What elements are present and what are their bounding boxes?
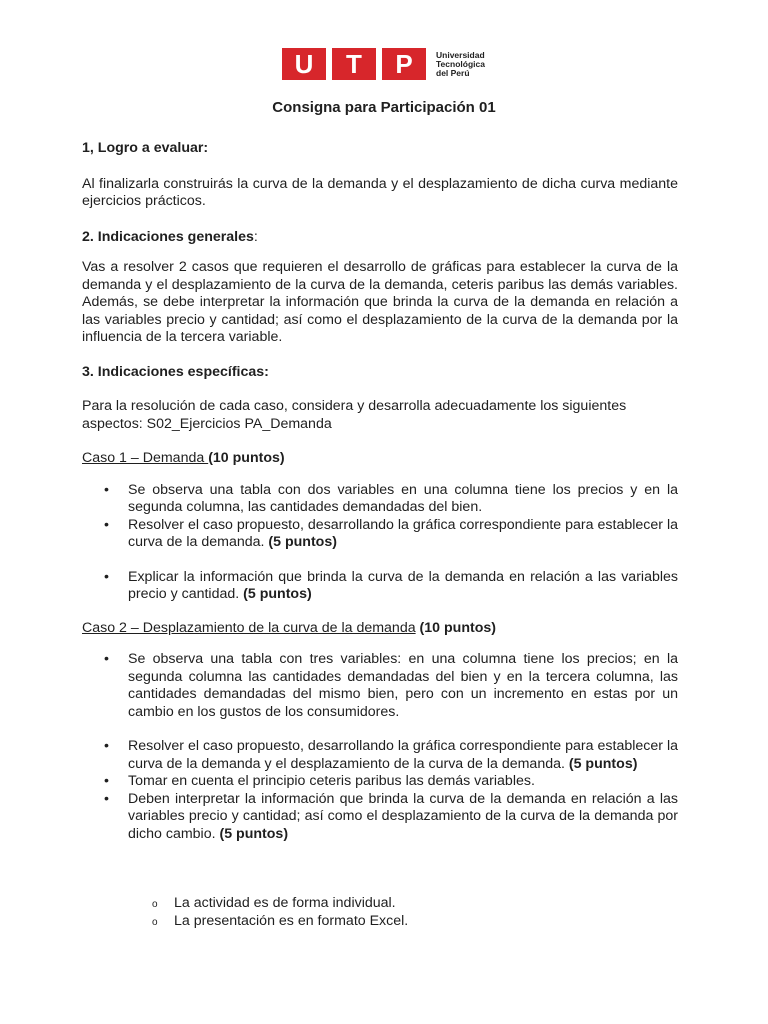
list-item-points: (5 puntos) (268, 534, 337, 550)
logo-letter-p: P (382, 48, 426, 80)
utp-logo (282, 48, 485, 80)
list-item (82, 482, 678, 517)
caso2-title-text: Caso 2 – Desplazamiento de la curva de la demanda (82, 619, 416, 636)
section1-text: Al finalizarla construirás la curva de la demanda y el desplazamiento de dicha curva mediante ejercicios prácticos. (82, 175, 678, 209)
caso2-points: (10 puntos) (415, 619, 497, 636)
document-title: Consigna para Participación 01 (272, 99, 496, 116)
list-item (82, 738, 678, 773)
caso1-points: (10 puntos) (208, 450, 285, 466)
section2-heading (82, 229, 678, 247)
list-item-text: Se observa una tabla con tres variables: en una columna tiene los precios; en la segunda columna las cantidades demandadas del bien y en la tercera columna, las cantidades demandadas del mismo bien, pero con un incremento en estas por un cambio en los gustos de los consumidores. (128, 651, 678, 720)
section3-text: Para la resolución de cada caso, considera y desarrolla adecuadamente los siguientes aspectos: S02_Ejercicios PA_Demanda (82, 398, 627, 432)
university-name (436, 51, 485, 78)
university-line: del Perú (436, 67, 470, 78)
logo-letter-u: U (282, 48, 326, 80)
logo-letter-t: T (332, 48, 376, 80)
caso2-list (82, 651, 678, 843)
list-item: o La presentación es en formato Excel. (82, 913, 678, 931)
list-item-points: (5 puntos) (568, 755, 638, 772)
list-item-text: Se observa una tabla con dos variables en una columna tiene los precios y en la segunda columna, las cantidades demandadas del bien. (128, 481, 678, 515)
section2-heading-text: 2. Indicaciones generales (82, 228, 254, 245)
caso2-title (82, 620, 678, 638)
list-item-text: Resolver el caso propuesto, desarrollando la gráfica correspondiente para establecer la curva de la demanda. (128, 516, 678, 550)
list-item-text: Tomar en cuenta el principio ceteris paribus las demás variables. (128, 773, 535, 789)
university-line: Tecnológica (436, 58, 485, 69)
section1-heading: 1, Logro a evaluar: (82, 140, 209, 156)
document-body (82, 140, 678, 930)
list-item (82, 791, 678, 844)
university-line: Universidad (436, 49, 485, 60)
section3-heading: 3. Indicaciones específicas: (82, 363, 269, 380)
list-item (82, 773, 678, 791)
section2-heading-colon: : (253, 228, 258, 245)
caso1-title-text: Caso 1 – Demanda (82, 450, 209, 466)
caso1-title (82, 450, 678, 468)
list-item (82, 569, 678, 604)
list-item-text: Deben interpretar la información que brinda la curva de la demanda en relación a las variables precio y cantidad; así como el desplazamiento de la curva de la demanda por dicho cambio. (128, 790, 678, 842)
caso1-list (82, 482, 678, 604)
list-item-points: (5 puntos) (219, 825, 289, 842)
notes-list (82, 895, 678, 930)
list-item-text: Explicar la información que brinda la curva de la demanda en relación a las variables precio y cantidad. (128, 568, 678, 602)
list-item-text: Resolver el caso propuesto, desarrollando la gráfica correspondiente para establecer la curva de la demanda y el desplazamiento de la curva de la demanda. (128, 738, 678, 772)
section2-text: Vas a resolver 2 casos que requieren el desarrollo de gráficas para establecer la curva de la demanda y el desplazamiento de la curva de la demanda, ceteris paribus las demás variables. Además, se debe interpretar la información que brinda la curva de la demanda en relación a las variables precio y cantidad; así como el desplazamiento de la curva de la demanda por la influencia de la tercera variable. (82, 259, 678, 345)
list-item (82, 517, 678, 552)
list-item: o La actividad es de forma individual. (82, 895, 678, 913)
list-item (82, 651, 678, 721)
list-item-points: (5 puntos) (243, 586, 312, 602)
